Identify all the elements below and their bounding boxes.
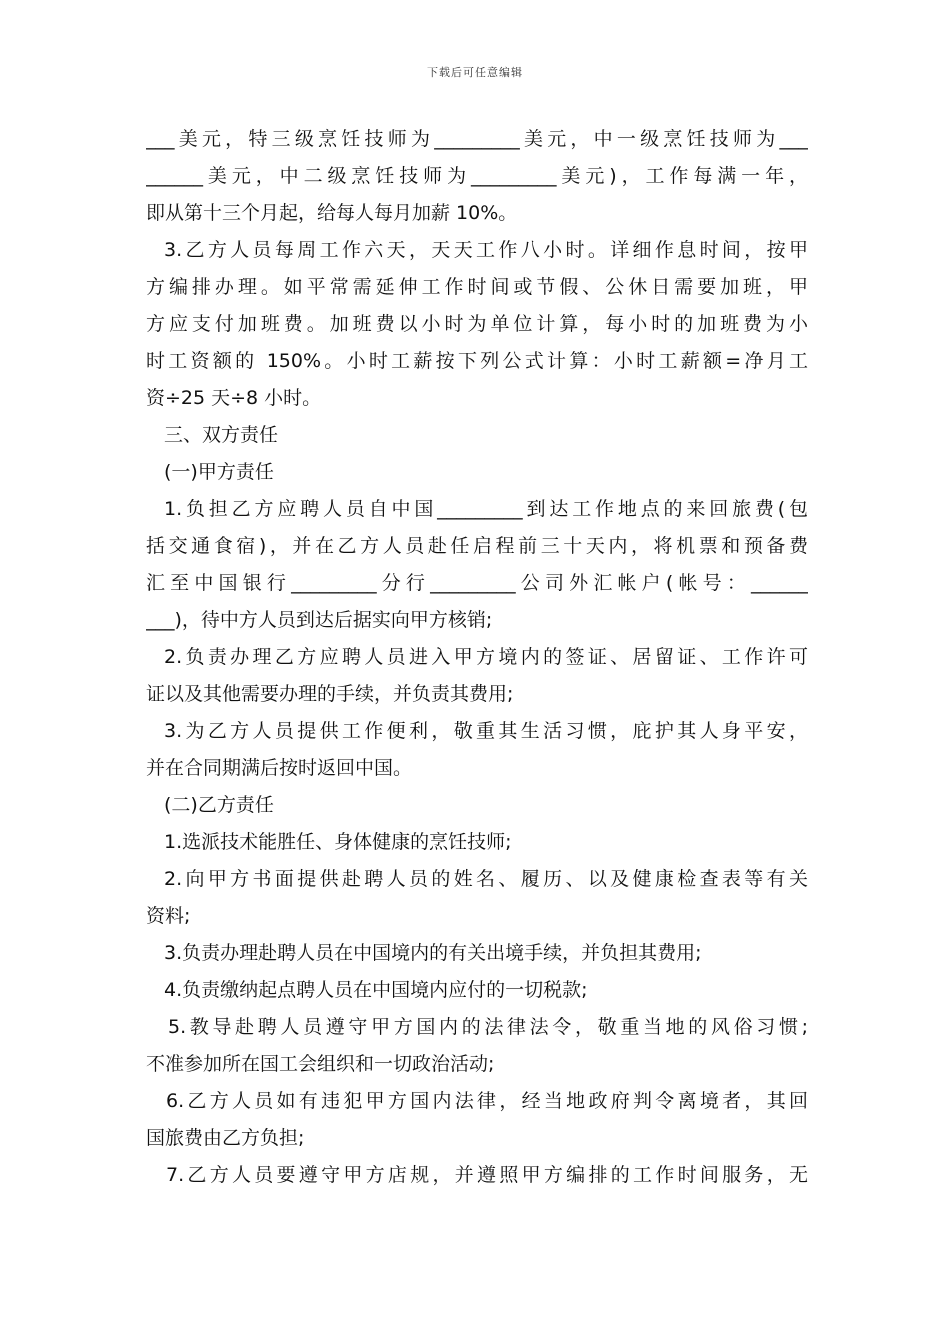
text-line: 2.负责办理乙方应聘人员进入甲方境内的签证、居留证、工作许可 (164, 646, 808, 668)
text-line: ___)，待中方人员到达后据实向甲方核销; (146, 609, 493, 631)
section-heading: 三、双方责任 (164, 424, 279, 446)
page-header: 下载后可任意编辑 (427, 66, 523, 79)
text-line: 证以及其他需要办理的手续，并负责其费用; (146, 683, 514, 705)
text-line: 5.教导赴聘人员遵守甲方国内的法律法令，敬重当地的风俗习惯; (168, 1016, 808, 1038)
text-line: ______美元，中二级烹饪技师为_________美元)，工作每满一年， (146, 165, 808, 187)
text-line: 并在合同期满后按时返回中国。 (146, 757, 413, 779)
text-line: 1.负担乙方应聘人员自中国_________到达工作地点的来回旅费(包 (164, 498, 808, 520)
text-line: 3.乙方人员每周工作六天，天天工作八小时。详细作息时间，按甲 (164, 239, 808, 261)
subsection-heading: (二)乙方责任 (164, 794, 274, 816)
text-line: 4.负责缴纳起点聘人员在中国境内应付的一切税款; (164, 979, 588, 1001)
document-body (146, 121, 808, 1194)
text-line: 括交通食宿)，并在乙方人员赴任启程前三十天内，将机票和预备费 (146, 535, 808, 557)
text-line: 汇至中国银行_________分行_________公司外汇帐户(帐号：______ (146, 572, 808, 594)
text-line: 6.乙方人员如有违犯甲方国内法律，经当地政府判令离境者，其回 (166, 1090, 808, 1112)
text-line: 不准参加所在国工会组织和一切政治活动; (146, 1053, 495, 1075)
text-line: 方编排办理。如平常需延伸工作时间或节假、公休日需要加班，甲 (146, 276, 808, 298)
text-line: 资料; (146, 905, 191, 927)
text-line: 3.负责办理赴聘人员在中国境内的有关出境手续，并负担其费用; (164, 942, 702, 964)
text-line: 国旅费由乙方负担; (146, 1127, 305, 1149)
text-line: 时工资额的 150%。小时工薪按下列公式计算：小时工薪额=净月工 (146, 350, 808, 372)
text-line: 2.向甲方书面提供赴聘人员的姓名、履历、以及健康检查表等有关 (164, 868, 808, 890)
text-line: 资÷25 天÷8 小时。 (146, 387, 322, 409)
text-line: 即从第十三个月起，给每人每月加薪 10%。 (146, 202, 518, 224)
text-line: 7.乙方人员要遵守甲方店规，并遵照甲方编排的工作时间服务，无 (166, 1164, 808, 1186)
subsection-heading: (一)甲方责任 (164, 461, 274, 483)
text-line: ___美元，特三级烹饪技师为_________美元，中一级烹饪技师为___ (146, 128, 808, 150)
text-line: 3.为乙方人员提供工作便利，敬重其生活习惯，庇护其人身平安， (164, 720, 808, 742)
text-line: 方应支付加班费。加班费以小时为单位计算，每小时的加班费为小 (146, 313, 808, 335)
text-line: 1.选派技术能胜任、身体健康的烹饪技师; (164, 831, 512, 853)
